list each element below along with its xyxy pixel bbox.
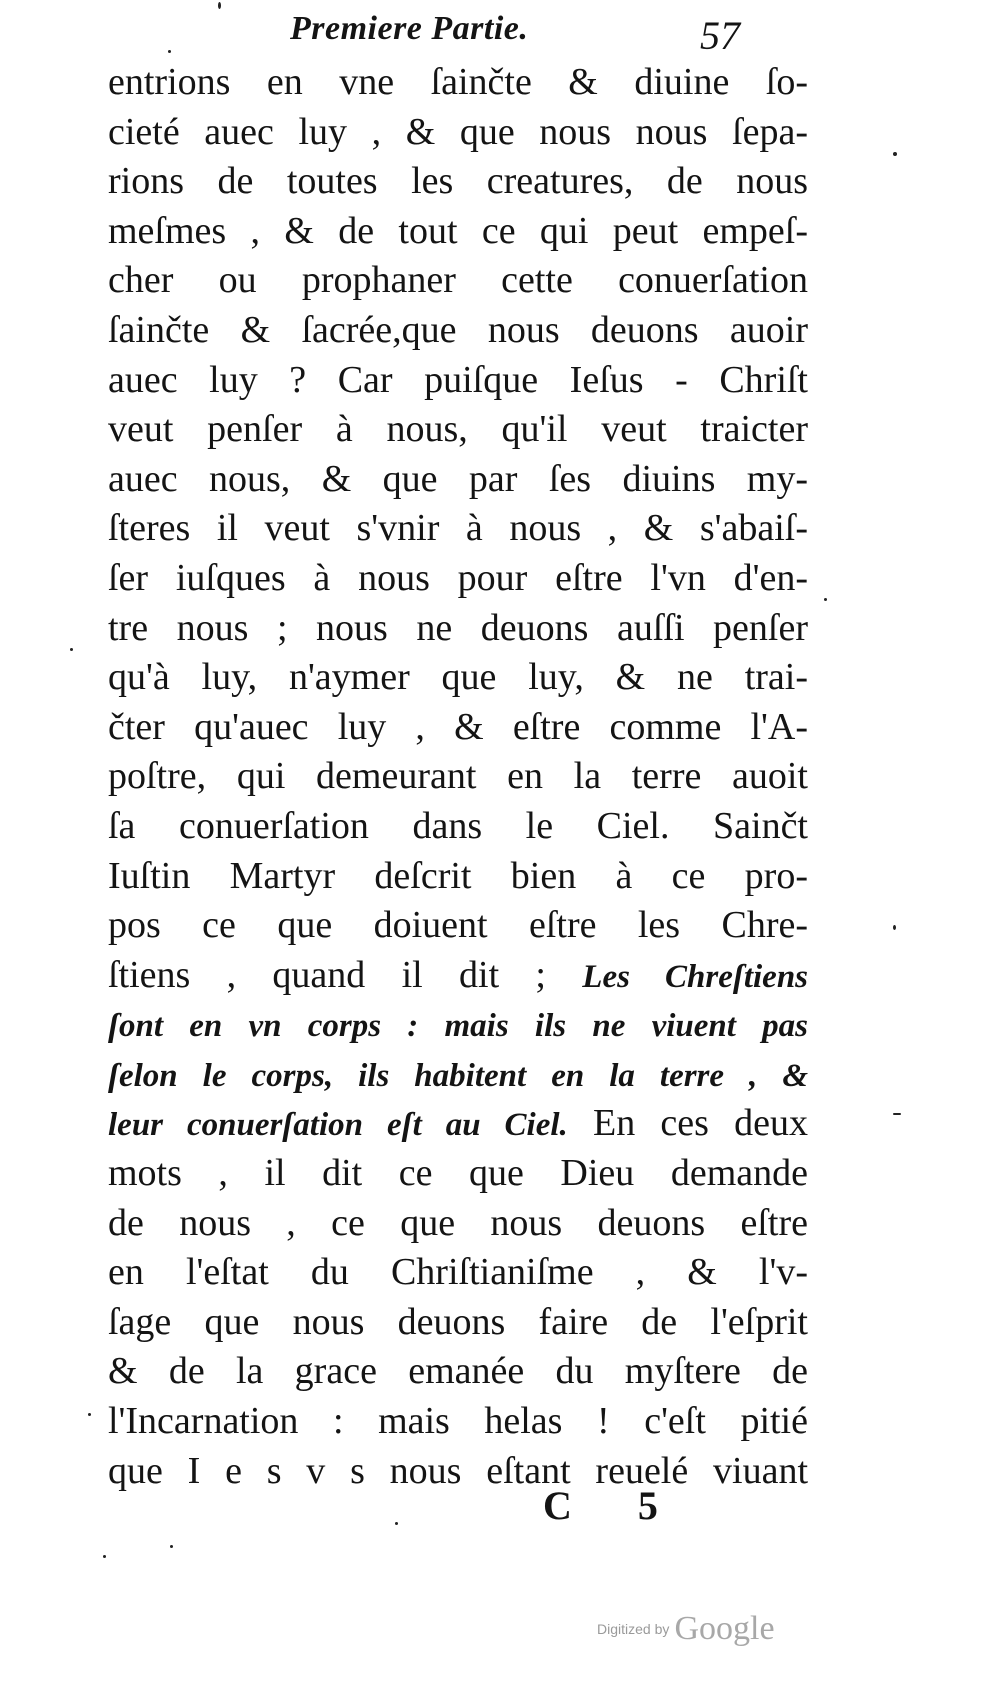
text-line: čter qu'auec luy , & eſtre comme l'A- <box>108 705 808 748</box>
text-line: entrions en vne ſainčte & diuine ſo- <box>108 61 808 103</box>
text-line: tre nous ; nous ne deuons auſſi penſer <box>108 606 808 649</box>
signature-mark: C 5 <box>543 1483 686 1528</box>
scan-speck <box>103 1555 106 1558</box>
text-line: mots , il dit ce que Dieu demande <box>108 1152 808 1195</box>
text-line-mixed <box>108 1099 808 1149</box>
digitized-watermark <box>597 1610 775 1648</box>
scan-speck <box>893 925 896 930</box>
text-line: Iuſtin Martyr deſcrit bien à ce pro- <box>108 854 808 897</box>
text-line: que I e s v s nous eſtant reuelé viuant <box>108 1449 808 1492</box>
text-line: auec nous, & que par ſes diuins my- <box>108 457 808 500</box>
text-line: poſtre, qui demeurant en la terre auoit <box>108 755 808 798</box>
text-fragment: En ces deux <box>592 1102 808 1145</box>
italic-quote: ſelon le corps, ils habitent en la terre , & <box>108 1057 808 1094</box>
scan-speck <box>218 2 221 9</box>
text-line-mixed <box>108 951 808 1001</box>
italic-quote: Les Chreſtiens <box>582 958 808 995</box>
text-line: l'Incarnation : mais helas ! c'eſt pitié <box>108 1400 808 1443</box>
text-line: veut penſer à nous, qu'il veut traicter <box>108 408 808 451</box>
scan-speck <box>70 648 73 651</box>
text-line: meſmes , & de tout ce qui peut empeſ- <box>108 209 808 252</box>
text-line-italic <box>108 1000 808 1050</box>
scan-speck <box>824 598 827 601</box>
text-line: cher ou prophaner cette conuerſation <box>108 259 808 302</box>
text-line: rions de toutes les creatures, de nous <box>108 160 808 203</box>
text-line-italic <box>108 1050 808 1100</box>
google-logo: Google <box>674 1610 775 1647</box>
italic-quote: ſont en vn corps : mais ils ne viuent pas <box>108 1008 808 1045</box>
text-line: ſteres il veut s'vnir à nous , & s'abaiſ- <box>108 507 808 550</box>
running-head: Premiere Partie. <box>290 10 529 47</box>
text-line: auec luy ? Car puiſque Ieſus - Chriſt <box>108 358 808 401</box>
text-line: cieté auec luy , & que nous nous ſepa- <box>108 110 808 153</box>
text-line: ſage que nous deuons faire de l'eſprit <box>108 1300 808 1343</box>
body-text <box>108 58 808 1496</box>
text-fragment: ſtiens , quand il dit ; <box>108 953 546 996</box>
scan-speck <box>893 152 897 156</box>
text-line: ſainčte & ſacrée,que nous deuons auoir <box>108 308 808 351</box>
text-line: en l'eſtat du Chriſtianiſme , & l'v- <box>108 1251 808 1294</box>
text-line: ſer iuſques à nous pour eſtre l'vn d'en- <box>108 556 808 599</box>
italic-quote: leur conuerſation eſt au Ciel. <box>108 1107 568 1144</box>
scan-speck <box>395 1522 398 1525</box>
text-line: ſa conuerſation dans le Ciel. Sainčt <box>108 804 808 847</box>
scan-speck <box>893 1113 901 1115</box>
watermark-prefix: Digitized by <box>597 1621 670 1637</box>
scan-speck <box>168 50 171 53</box>
scan-speck <box>170 1545 173 1548</box>
text-line: & de la grace emanée du myſtere de <box>108 1350 808 1393</box>
text-line: pos ce que doiuent eſtre les Chre- <box>108 904 808 947</box>
scan-speck <box>88 1413 91 1416</box>
text-line: qu'à luy, n'aymer que luy, & ne trai- <box>108 656 808 699</box>
page-number: 57 <box>700 13 740 58</box>
text-line: de nous , ce que nous deuons eſtre <box>108 1201 808 1244</box>
